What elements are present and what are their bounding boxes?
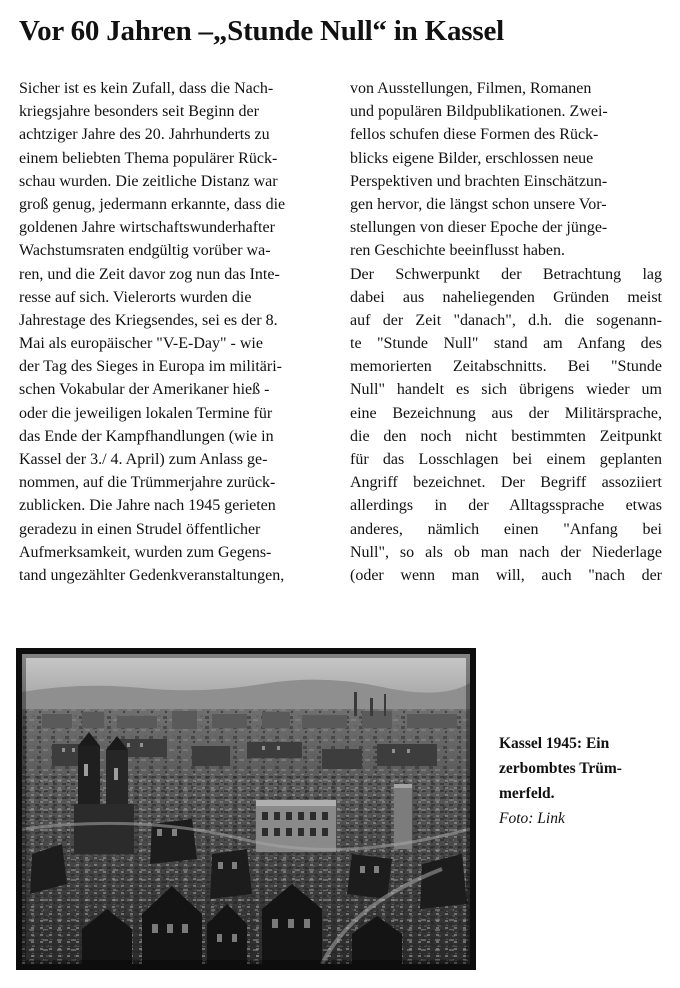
- text-line: zublicken. Die Jahre nach 1945 gerieten: [19, 497, 276, 515]
- text-line: dabei aus naheliegenden Gründen meist: [350, 288, 662, 306]
- text-line: das Ende der Kampfhandlungen (wie in: [19, 427, 274, 445]
- text-line: anderes, nämlich einen "Anfang bei: [350, 520, 662, 538]
- text-line: von Ausstellungen, Filmen, Romanen: [350, 80, 592, 97]
- photo-credit: Foto: Link: [499, 810, 565, 827]
- text-line: fellos schufen diese Formen des Rück-: [350, 126, 599, 144]
- text-line: Jahrestage des Kriegsendes, sei es der 8.: [19, 311, 278, 329]
- text-line: resse auf sich. Vielerorts wurden die: [19, 288, 252, 306]
- text-line: gen hervor, die längst schon unsere Vor-: [350, 195, 607, 213]
- text-line: eine Bezeichnung aus der Militärsprache,: [350, 404, 662, 422]
- text-line: Aufmerksamkeit, wurden zum Gegens-: [19, 543, 272, 561]
- text-line: Wachstumsraten endgültig vorüber wa-: [19, 242, 271, 260]
- article-column-right: [350, 77, 662, 587]
- text-line: memorierten Zeitabschnitts. Bei "Stunde: [350, 358, 662, 376]
- text-line: kriegsjahre besonders seit Beginn der: [19, 103, 259, 121]
- caption-line: merfeld.: [499, 785, 555, 802]
- photo-caption: [499, 731, 669, 831]
- text-line: Null" handelt es sich übrigens wieder um: [350, 381, 662, 399]
- text-line: oder die jeweiligen lokalen Termine für: [19, 404, 273, 422]
- text-line: Perspektiven und brachten Einschätzun-: [350, 172, 608, 190]
- text-line: Mai als europäischer "V-E-Day" - wie: [19, 335, 263, 353]
- text-line: te "Stunde Null" stand am Anfang des: [350, 335, 662, 353]
- text-line: geradezu in einen Strudel öffentlicher: [19, 520, 261, 538]
- text-line: nommen, auf die Trümmerjahre zurück-: [19, 474, 276, 492]
- article-headline: Vor 60 Jahren –„Stunde Null“ in Kassel: [19, 15, 504, 47]
- text-line: ren Geschichte beeinflusst haben.: [350, 242, 566, 260]
- text-line: blicks eigene Bilder, erschlossen neue: [350, 149, 594, 167]
- text-line: Null", so als ob man nach der Niederlage: [350, 543, 662, 561]
- kassel-ruins-photo: [22, 654, 470, 964]
- photo-frame: [16, 648, 476, 970]
- text-line: Angriff bezeichnet. Der Begriff assoziiert: [350, 474, 662, 492]
- text-line: für das Losschlagen bei einem geplanten: [350, 451, 662, 468]
- text-line: (oder wenn man will, auch "nach der: [350, 566, 662, 584]
- text-line: schau wurden. Die zeitliche Distanz war: [19, 172, 278, 190]
- text-line: tand ungezählter Gedenkveranstaltungen,: [19, 566, 285, 584]
- text-line: groß genug, jedermann erkannte, dass die: [19, 195, 286, 213]
- article-column-left: [19, 77, 335, 587]
- text-line: goldenen Jahre wirtschaftswunderhafter: [19, 219, 275, 237]
- text-line: ren, und die Zeit davor zog nun das Inte-: [19, 265, 280, 283]
- text-line: Kassel der 3./ 4. April) zum Anlass ge-: [19, 451, 268, 468]
- text-line: allerdings in der Alltagssprache etwas: [350, 497, 662, 515]
- text-line: die den noch nicht bestimmten Zeitpunkt: [350, 427, 662, 445]
- text-line: schen Vokabular der Amerikaner hieß -: [19, 381, 270, 399]
- caption-line: Kassel 1945: Ein: [499, 735, 610, 752]
- text-line: Der Schwerpunkt der Betrachtung lag: [350, 265, 662, 283]
- caption-line: zerbombtes Trüm-: [499, 760, 622, 777]
- text-line: einem beliebten Thema populärer Rück-: [19, 149, 278, 167]
- text-line: auf der Zeit "danach", d.h. die sogenann-: [350, 311, 662, 329]
- text-line: der Tag des Sieges in Europa im militäri-: [19, 358, 282, 376]
- text-line: Sicher ist es kein Zufall, dass die Nach-: [19, 80, 274, 97]
- text-line: stellungen von dieser Epoche der jünge-: [350, 219, 608, 237]
- text-line: und populären Bildpublikationen. Zwei-: [350, 103, 608, 121]
- text-line: achtziger Jahre des 20. Jahrhunderts zu: [19, 126, 270, 144]
